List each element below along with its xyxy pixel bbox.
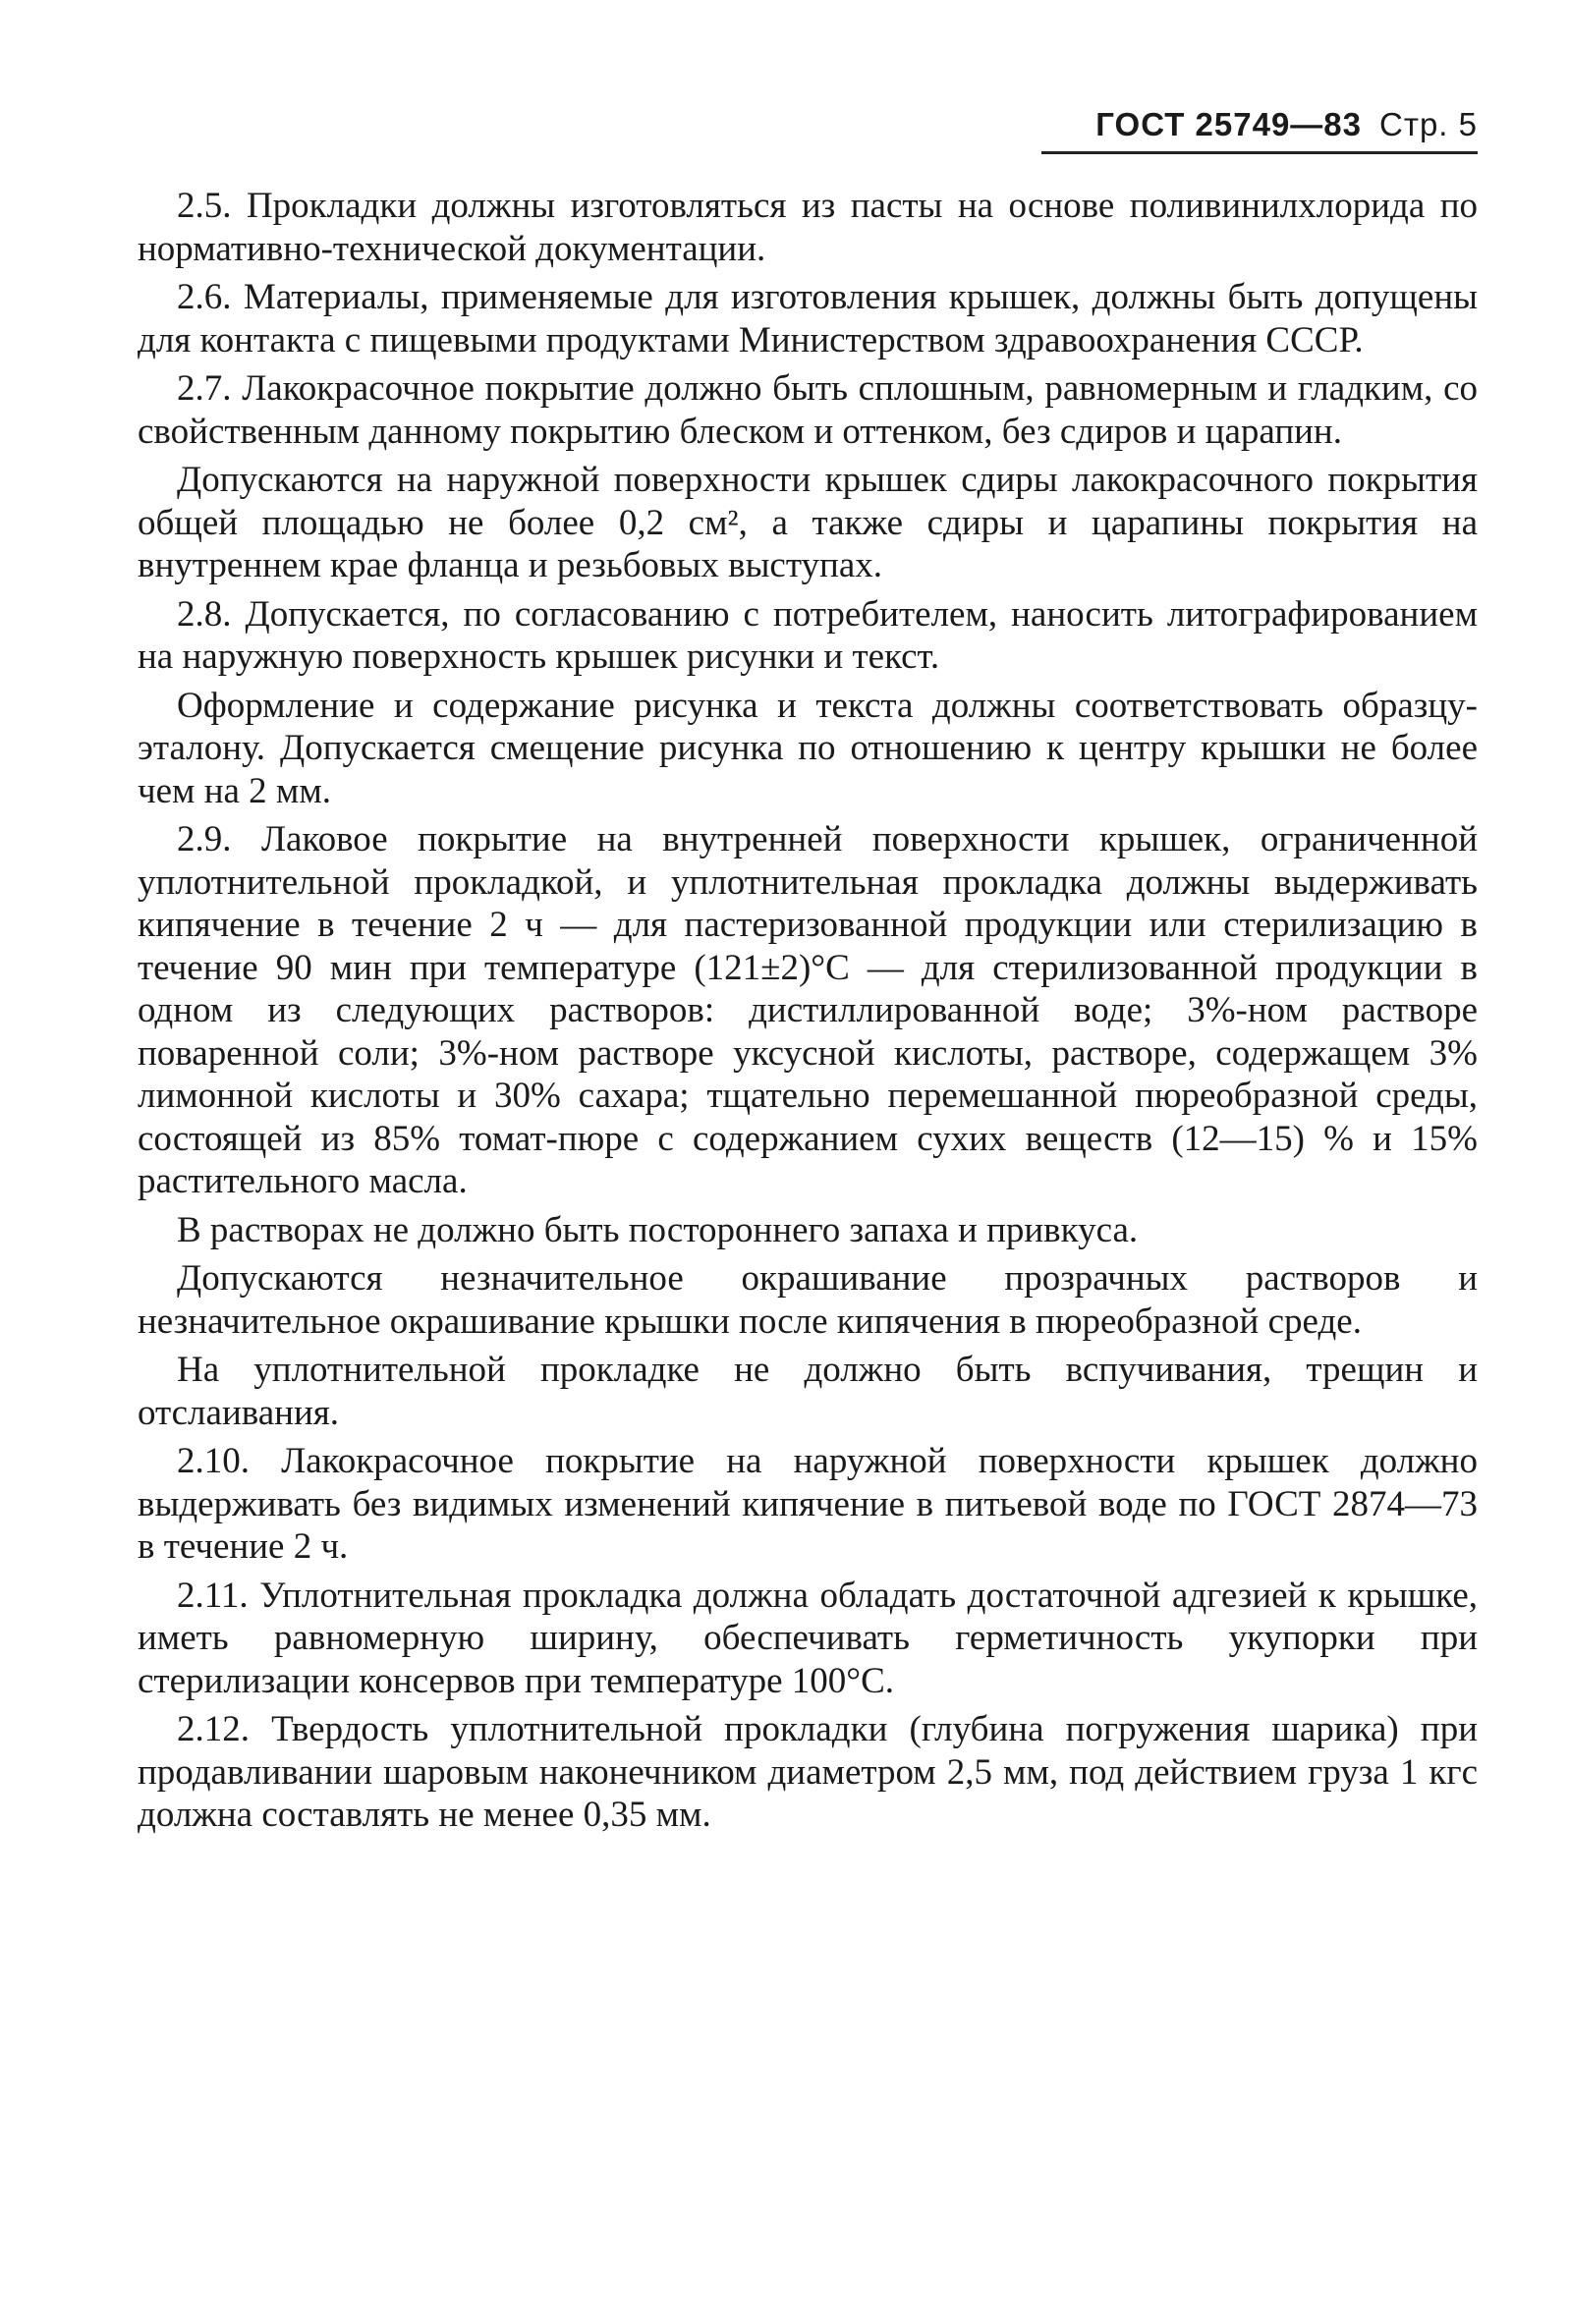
clause-2-8-note: Оформление и содержание рисунка и текста должны соответствовать образцу-эталону. Допускается смещение рисунка по отношению к центру крышки не более чем на 2 мм.: [138, 685, 1478, 811]
page-number: Стр. 5: [1379, 106, 1478, 142]
clause-2-5: 2.5. Прокладки должны изготовляться из пасты на основе поливинилхлорида по нормативно-технической документации.: [138, 186, 1478, 269]
clause-2-10: 2.10. Лакокрасочное покрытие на наружной поверхности крышек должно выдерживать без видимых изменений кипячение в питьевой воде по ГОСТ 2874—73 в течение 2 ч.: [138, 1441, 1478, 1567]
document-body: [138, 185, 1478, 1837]
clause-2-11: 2.11. Уплотнительная прокладка должна обладать достаточной адгезией к крышке, иметь равномерную ширину, обеспечивать герметичность укупорки при стерилизации консервов при температуре 100°С.: [138, 1575, 1478, 1701]
clause-2-9-note-coloring: Допускаются незначительное окрашивание прозрачных растворов и незначительное окрашивание крышки после кипячения в пюреобразной среде.: [138, 1258, 1478, 1342]
clause-2-7: 2.7. Лакокрасочное покрытие должно быть сплошным, равномерным и гладким, со свойственным данному покрытию блеском и оттенком, без сдиров и царапин.: [138, 368, 1478, 452]
standard-number: ГОСТ 25749—83: [1095, 106, 1362, 142]
clause-2-6: 2.6. Материалы, применяемые для изготовления крышек, должны быть допущены для контакта с пищевыми продуктами Министерством здравоохранения СССР.: [138, 277, 1478, 360]
header-divider: [1041, 151, 1478, 154]
clause-2-12: 2.12. Твердость уплотнительной прокладки (глубина погружения шарика) при продавливании шаровым наконечником диаметром 2,5 мм, под действием груза 1 кгс должна составлять не менее 0,35 мм.: [138, 1709, 1478, 1835]
clause-2-8: 2.8. Допускается, по согласованию с потребителем, наносить литографированием на наружную поверхность крышек рисунки и текст.: [138, 593, 1478, 677]
page-header: [1034, 106, 1478, 145]
clause-2-7-note: Допускаются на наружной поверхности крышек сдиры лакокрасочного покрытия общей площадью не более 0,2 см², а также сдиры и царапины покрытия на внутреннем крае фланца и резьбовых выступах.: [138, 460, 1478, 585]
clause-2-9: 2.9. Лаковое покрытие на внутренней поверхности крышек, ограниченной уплотнительной прокладкой, и уплотнительная прокладка должны выдерживать кипячение в течение 2 ч — для пастеризованной продукции или стерилизацию в течение 90 мин при температуре (121±2)°С — для стерилизованной продукции в одном из следующих растворов: дистиллированной воде; 3%-ном растворе поваренной соли; 3%-ном растворе уксусной кислоты, растворе, содержащем 3% лимонной кислоты и 30% сахара; тщательно перемешанной пюреобразной среды, состоящей из 85% томат-пюре с содержанием сухих веществ (12—15) % и 15% растительного масла.: [138, 819, 1478, 1201]
clause-2-9-note-odor: В растворах не должно быть постороннего запаха и привкуса.: [177, 1209, 1139, 1250]
clause-2-9-note-gasket: На уплотнительной прокладке не должно быть вспучивания, трещин и отслаивания.: [138, 1350, 1478, 1433]
